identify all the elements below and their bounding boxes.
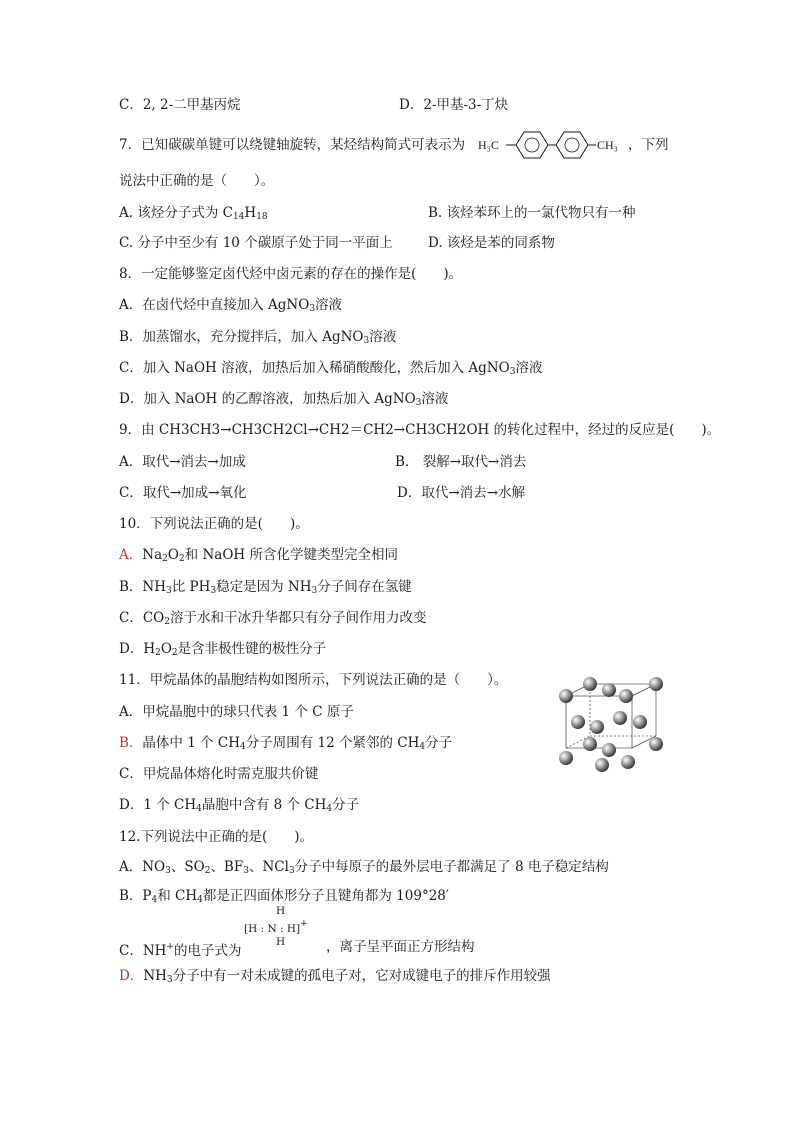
q7-stem-continued: 说法中正确的是（ ）。 — [119, 173, 275, 189]
q9-stem: 9．由 CH3CH3→CH3CH2Cl→CH2＝CH2→CH3CH2OH 的转化过程中，经过的反应是( )。 — [119, 422, 721, 438]
q12-option-c-tail: ，离子呈平面正方形结构 — [326, 939, 475, 955]
q7-option-a: A. 该烃分子式为 $C_{14}H_{18}$ — [119, 205, 268, 222]
q11-option-c: C．甲烷晶体熔化时需克服共价键 — [119, 766, 319, 782]
q6-option-c: C．2, 2-二甲基丙烷 — [119, 97, 241, 113]
q6-option-d: D．2-甲基-3-丁炔 — [399, 97, 509, 113]
q7-stem-text: 7．已知碳碳单键可以绕键轴旋转，某烃结构简式可表示为 — [119, 137, 466, 153]
q7-stem — [119, 136, 465, 154]
q10-option-a: A．$Na_2O_2$和 NaOH 所含化学键类型完全相同 — [119, 547, 398, 564]
q8-option-c: C．加入 NaOH 溶液，加热后加入稀硝酸酸化，然后加入 AgNO$_3$溶液 — [119, 360, 543, 377]
q7-option-c: C. 分子中至少有 10 个碳原子处于同一平面上 — [119, 235, 393, 251]
q12-option-c: C．NH+的电子式为 — [119, 942, 242, 959]
q9-option-d: D．取代→消去→水解 — [397, 485, 525, 501]
biphenyl-structure-formula — [478, 127, 628, 163]
benzene-ring-right — [556, 132, 588, 158]
left-methyl-label: H₃C — [478, 138, 499, 152]
right-methyl-label: CH₃ — [597, 138, 618, 152]
q8-option-b: B．加蒸馏水，充分搅拌后，加入 AgNO$_3$溶液 — [119, 329, 397, 346]
q10-option-d: D．$H_2O_2$是含非极性键的极性分子 — [119, 641, 327, 658]
q8-stem: 8．一定能够鉴定卤代烃中卤元素的存在的操作是( )。 — [119, 266, 463, 282]
benzene-ring-left — [516, 132, 548, 158]
q8-option-d: D．加入 NaOH 的乙醇溶液，加热后加入 AgNO$_3$溶液 — [119, 391, 449, 408]
q7-option-d: D. 该烃是苯的同系物 — [428, 235, 555, 251]
ammonium-lewis-structure: H [H : N : H]+ H — [244, 905, 308, 948]
q8-option-a: A．在卤代烃中直接加入 AgNO$_3$溶液 — [119, 297, 343, 314]
q11-option-b: B．晶体中 1 个 $CH_4$分子周围有 12 个紧邻的 $CH_4$分子 — [119, 735, 453, 752]
q9-option-c: C．取代→加成→氧化 — [119, 485, 247, 501]
q11-option-d: D．1 个 $CH_4$晶胞中含有 8 个 $CH_4$分子 — [119, 797, 360, 814]
q12-stem: 12.下列说法中正确的是( )。 — [119, 829, 314, 845]
q10-option-b: B．$NH_3$比 $PH_3$稳定是因为 $NH_3$分子间存在氢键 — [119, 579, 412, 596]
q7-option-b: B. 该烃苯环上的一氯代物只有一种 — [428, 205, 636, 221]
methane-crystal-unit-cell-figure — [552, 672, 672, 777]
q12-option-a: A．$NO_3$、$SO_2$、$BF_3$、NCl$_3$分子中每原子的最外层电子都满足了 8 电子稳定结构 — [119, 859, 609, 876]
q9-option-a: A．取代→消去→加成 — [119, 454, 246, 470]
q7-stem-tail: ，下列 — [628, 137, 669, 153]
q12-option-b: B．$P_4$和 $CH_4$都是正四面体形分子且键角都为 109°28′ — [119, 888, 449, 905]
q11-option-a: A．甲烷晶胞中的球只代表 1 个 C 原子 — [119, 704, 354, 720]
q10-stem: 10．下列说法正确的是( )。 — [119, 516, 309, 532]
q11-stem: 11．甲烷晶体的晶胞结构如图所示，下列说法正确的是（ ）。 — [119, 672, 508, 688]
q12-option-d: D．$NH_3$分子中有一对未成键的孤电子对，它对成键电子的排斥作用较强 — [119, 968, 551, 985]
q9-option-b: B． 裂解→取代→消去 — [395, 454, 527, 470]
q10-option-c: C．$CO_2$溶于水和干冰升华都只有分子间作用力改变 — [119, 610, 427, 627]
